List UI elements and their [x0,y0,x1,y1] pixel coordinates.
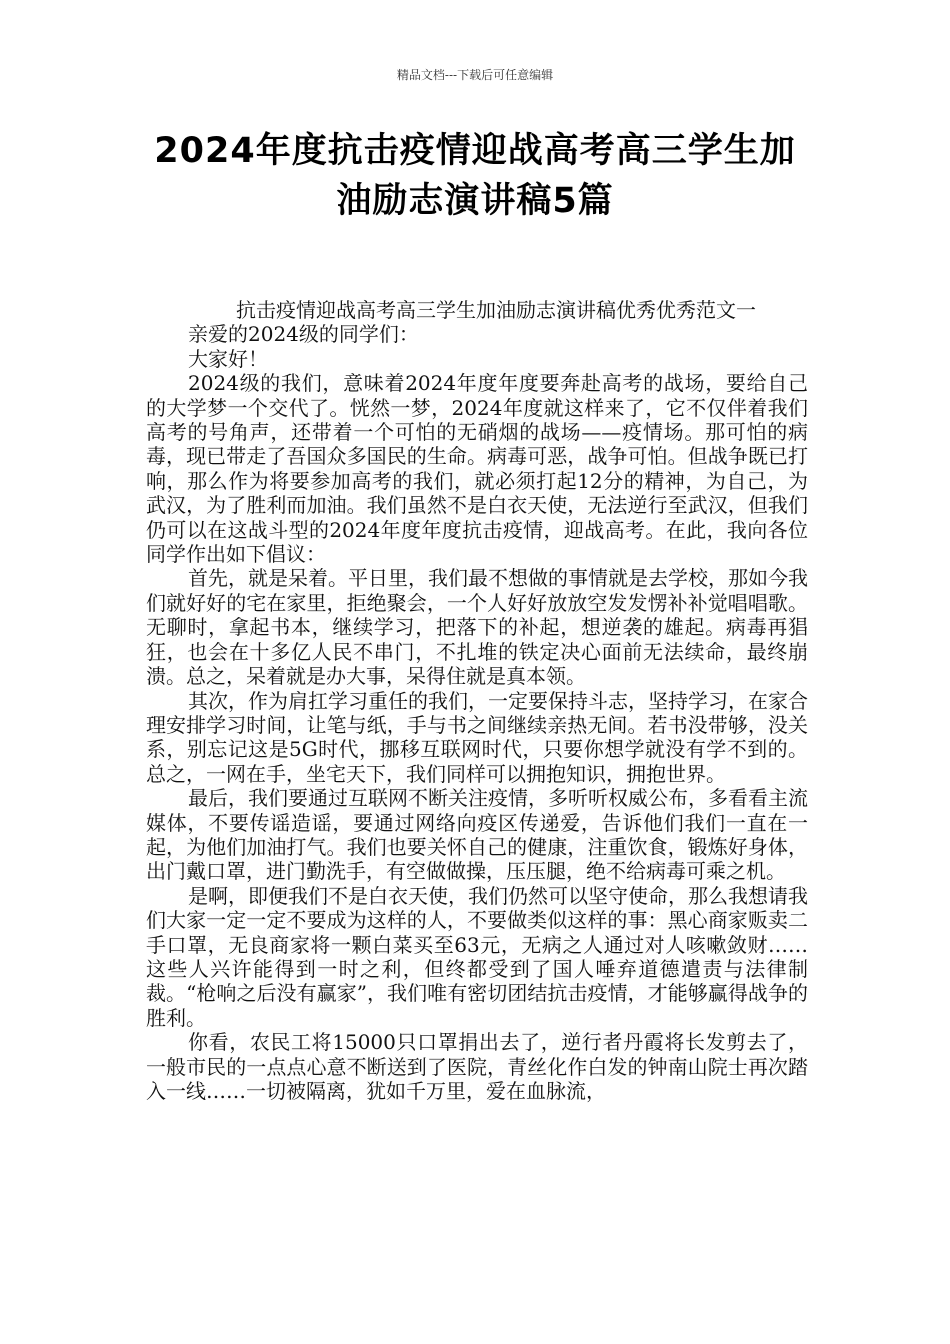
document-title-line-2: 油励志演讲稿5篇 [336,181,614,221]
body-paragraph: 首先，就是呆着。平日里，我们最不想做的事情就是去学校，那如今我们就好好的宅在家里，拒绝聚会，一个人好好放放空发发愣补补觉唱唱歌。无聊时，拿起书本，继续学习，把落下的补起，想逆袭的雄起。病毒再猖狂，也会在十多亿人民不串门，不扎堆的铁定决心面前无法续命，最终崩溃。总之，呆着就是办大事，呆得住就是真本领。 [146,566,808,689]
subtitle-paragraph: 抗击疫情迎战高考高三学生加油励志演讲稿优秀优秀范文一 [236,298,756,322]
document-title-line-1: 2024年度抗击疫情迎战高考高三学生加 [154,131,796,171]
body-paragraph: 最后，我们要通过互联网不断关注疫情，多听听权威公布，多看看主流媒体，不要传谣造谣，要通过网络向疫区传递爱，告诉他们我们一直在一起，为他们加油打气。我们也要关怀自己的健康，注重饮食，锻炼好身体，出门戴口罩，进门勤洗手，有空做做操，压压腿，绝不给病毒可乘之机。 [146,786,808,884]
body-paragraph: 2024级的我们，意味着2024年度年度要奔赴高考的战场，要给自己的大学梦一个交代了。恍然一梦，2024年度就这样来了，它不仅伴着我们高考的号角声，还带着一个可怕的无硝烟的战场——疫情场。那可怕的病毒，现已带走了吾国众多国民的生命。病毒可恶，战争可怕。但战争既已打响，那么作为将要参加高考的我们，就必须打起12分的精神，为自己，为武汉，为了胜利而加油。我们虽然不是白衣天使，无法逆行至武汉，但我们仍可以在这战斗型的2024年度年度抗击疫情，迎战高考。在此，我向各位同学作出如下倡议： [146,371,808,567]
body-paragraph: 是啊，即便我们不是白衣天使，我们仍然可以坚守使命，那么我想请我们大家一定一定不要成为这样的人，不要做类似这样的事：黑心商家贩卖二手口罩，无良商家将一颗白菜买至63元，无病之人通过对人咳嗽敛财……这些人兴许能得到一时之利，但终都受到了国人唾弃道德遣责与法律制裁。“枪响之后没有赢家”，我们唯有密切团结抗击疫情，才能够赢得战争的胜利。 [146,883,808,1030]
body-paragraph: 其次，作为肩扛学习重任的我们，一定要保持斗志，坚持学习，在家合理安排学习时间，让笔与纸，手与书之间继续亲热无间。若书没带够，没关系，别忘记这是5G时代，挪移互联网时代，只要你想学就没有学不到的。总之，一网在手，坐宅天下，我们同样可以拥抱知识，拥抱世界。 [146,688,808,786]
body-paragraph: 你看，农民工将15000只口罩捐出去了，逆行者丹霞将长发剪去了，一般市民的一点点心意不断送到了医院，青丝化作白发的钟南山院士再次踏入一线……一切被隔离，犹如千万里，爱在血脉流， [146,1030,808,1103]
document-body [146,298,808,1103]
header-note: 精品文档---下载后可任意编辑 [396,68,554,82]
salutation: 亲爱的2024级的同学们： [188,322,419,347]
greeting: 大家好！ [188,346,268,371]
